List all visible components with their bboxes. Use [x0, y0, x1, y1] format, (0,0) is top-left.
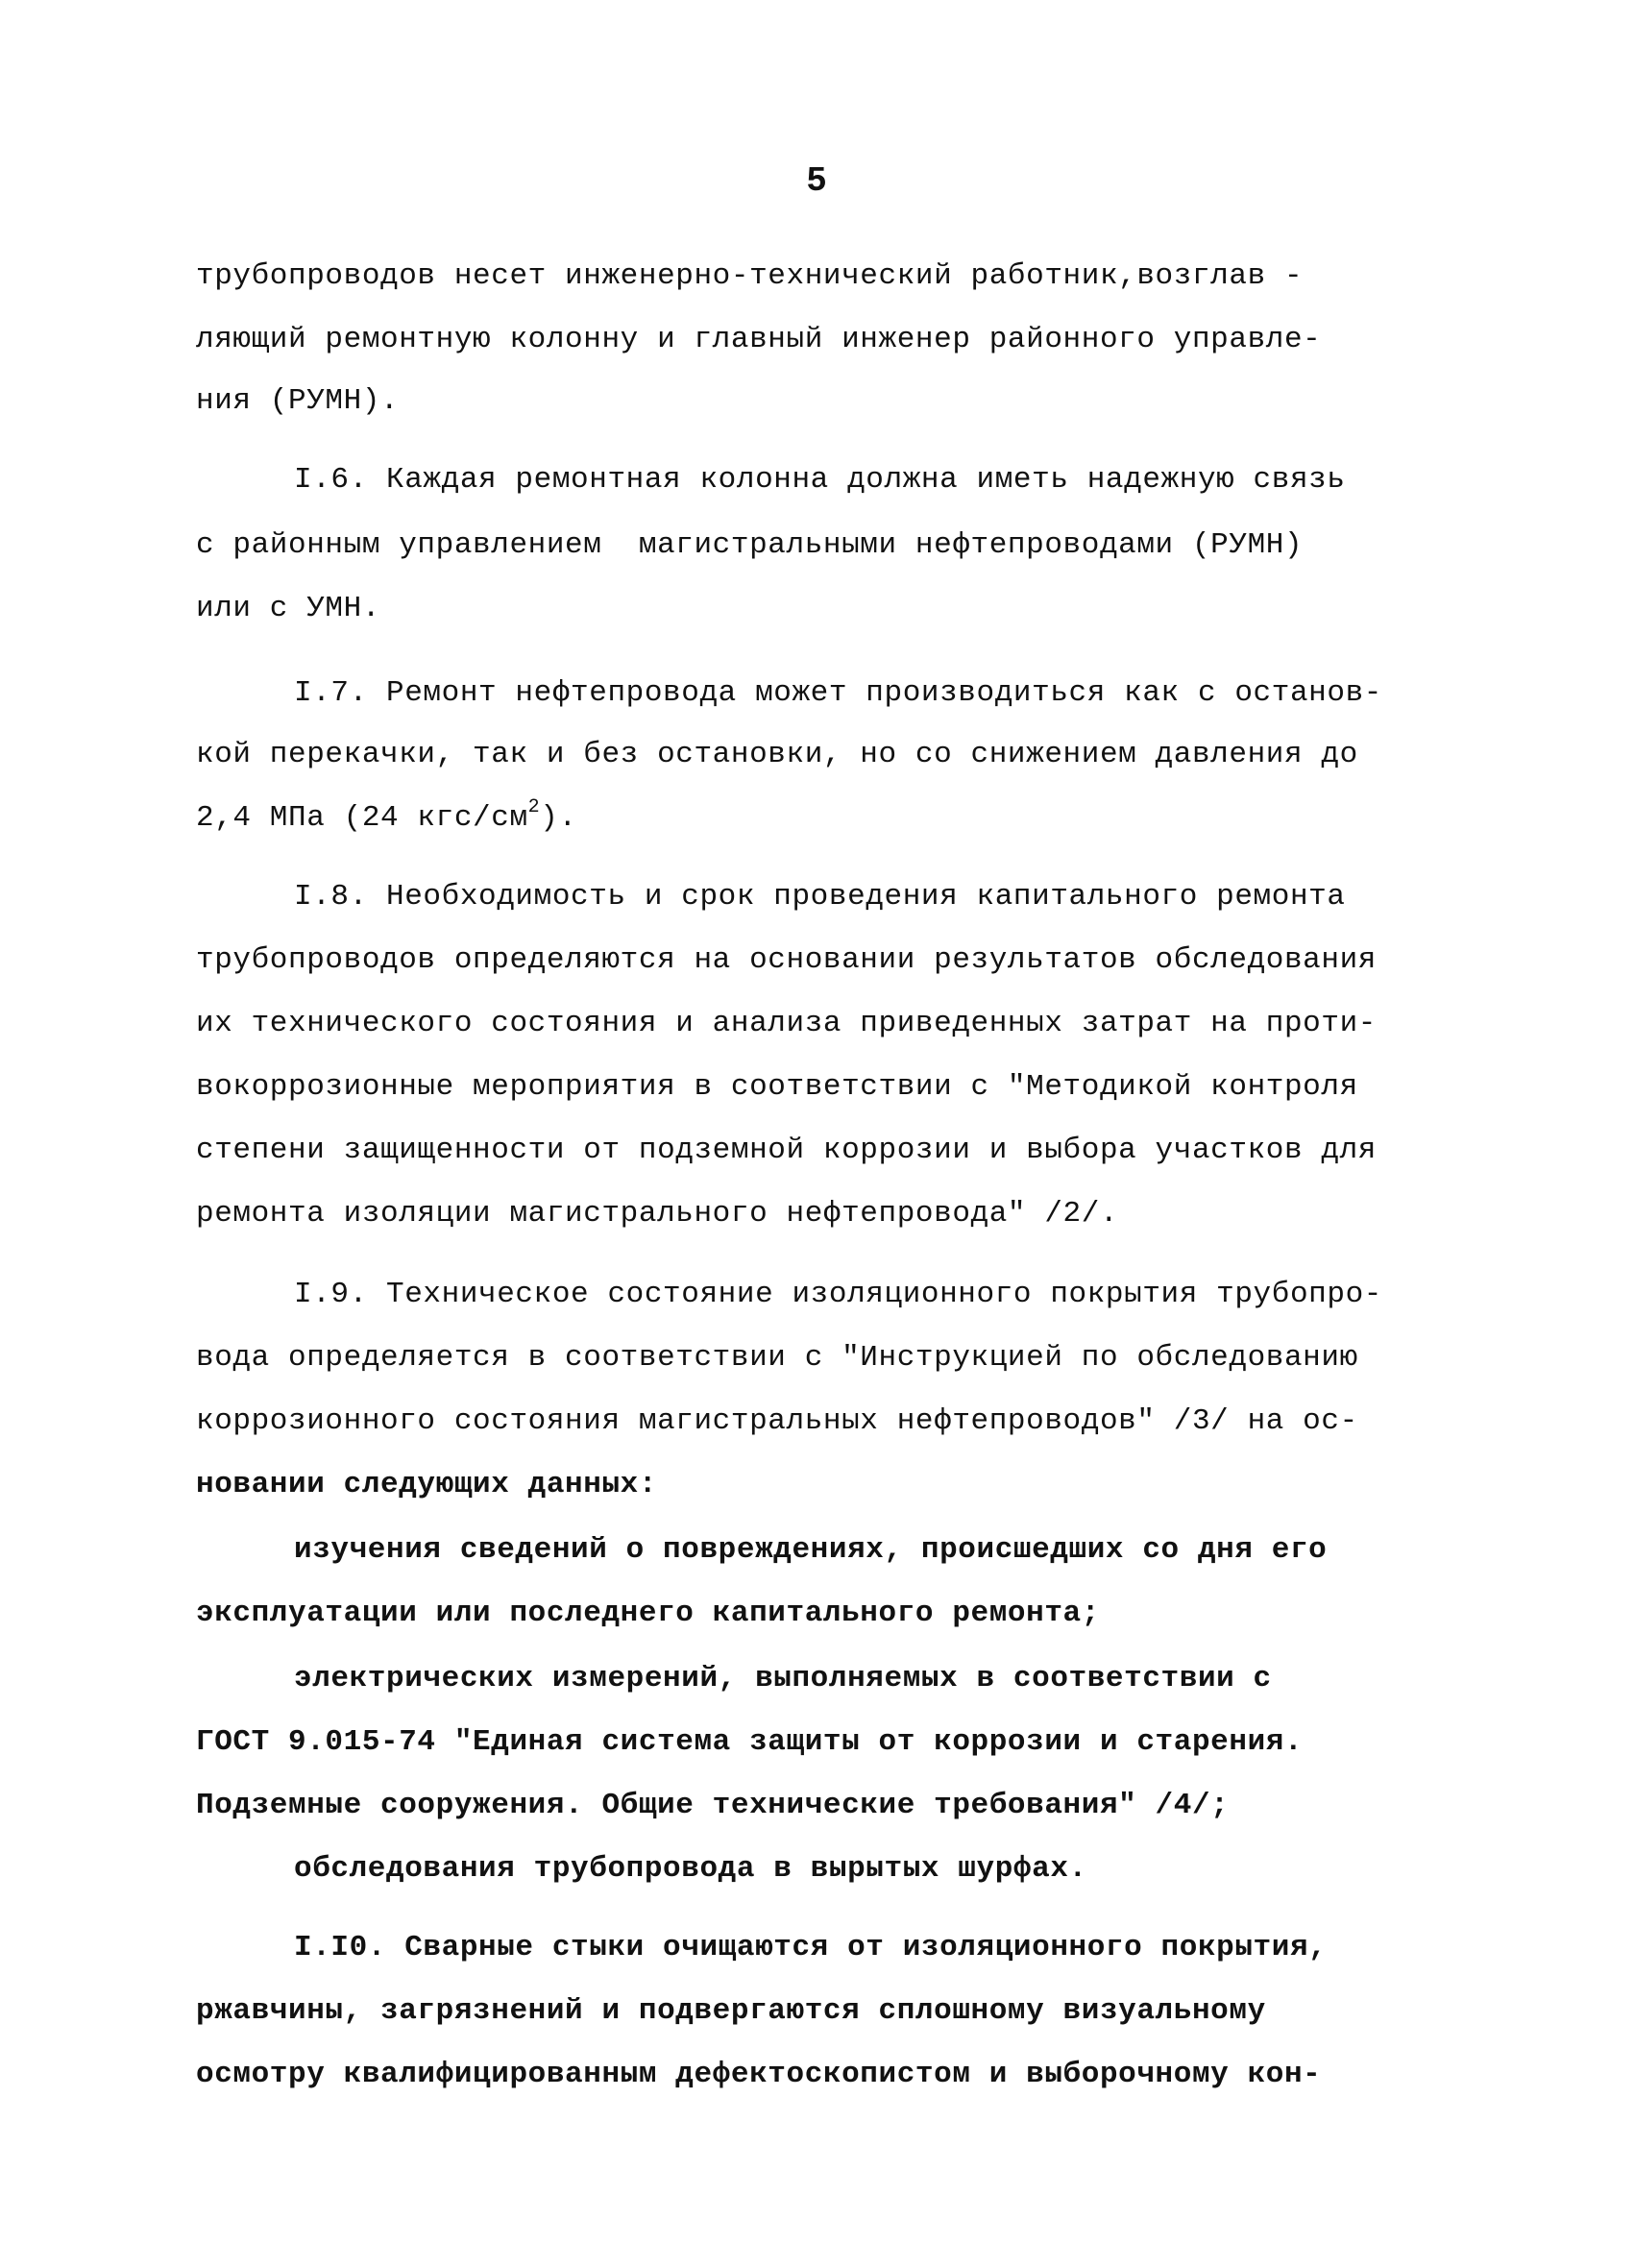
text-line: обследования трубопровода в вырытых шурфах. [294, 1852, 1087, 1886]
text-line: I.7. Ремонт нефтепровода может производиться как с останов- [294, 676, 1382, 710]
text-line: I.9. Техническое состояние изоляционного покрытия трубопро- [294, 1278, 1382, 1311]
text-line: ляющий ремонтную колонну и главный инженер районного управле- [196, 323, 1322, 356]
text-line: ГОСТ 9.015-74 "Единая система защиты от коррозии и старения. [196, 1725, 1304, 1759]
text-line: вода определяется в соответствии с "Инструкцией по обследованию [196, 1341, 1358, 1375]
pressure-text-end: ). [540, 801, 577, 835]
text-line: ремонта изоляции магистрального нефтепровода" /2/. [196, 1197, 1119, 1231]
text-line: осмотру квалифицированным дефектоскопистом и выборочному кон- [196, 2058, 1322, 2091]
text-line: коррозионного состояния магистральных нефтепроводов" /3/ на ос- [196, 1404, 1358, 1438]
text-line: Подземные сооружения. Общие технические требования" /4/; [196, 1789, 1230, 1822]
text-line: ржавчины, загрязнений и подвергаются сплошному визуальному [196, 1994, 1266, 2028]
superscript: 2 [527, 796, 541, 818]
text-line: изучения сведений о повреждениях, происшедших со дня его [294, 1533, 1328, 1567]
text-line: или с УМН. [196, 592, 381, 625]
text-line: трубопроводов определяются на основании результатов обследования [196, 943, 1377, 977]
text-line: трубопроводов несет инженерно-технический работник,возглав - [196, 259, 1304, 293]
text-line: I.6. Каждая ремонтная колонна должна иметь надежную связь [294, 463, 1346, 497]
text-line: новании следующих данных: [196, 1468, 658, 1501]
page-number: 5 [806, 161, 828, 201]
text-line: с районным управлением магистральными нефтепроводами (РУМН) [196, 528, 1304, 562]
text-line: вокоррозионные мероприятия в соответствии с "Методикой контроля [196, 1070, 1358, 1104]
text-line [196, 796, 577, 838]
text-line: их технического состояния и анализа приведенных затрат на проти- [196, 1007, 1377, 1040]
text-line: ния (РУМН). [196, 384, 400, 418]
text-line: кой перекачки, так и без остановки, но со снижением давления до [196, 738, 1358, 771]
text-line: степени защищенности от подземной коррозии и выбора участков для [196, 1134, 1377, 1167]
text-line: I.I0. Сварные стыки очищаются от изоляционного покрытия, [294, 1931, 1328, 1964]
pressure-text: 2,4 МПа (24 кгс/см [196, 801, 528, 835]
text-line: эксплуатации или последнего капитального ремонта; [196, 1597, 1100, 1630]
text-line: I.8. Необходимость и срок проведения капитального ремонта [294, 880, 1346, 914]
text-line: электрических измерений, выполняемых в соответствии с [294, 1662, 1272, 1695]
